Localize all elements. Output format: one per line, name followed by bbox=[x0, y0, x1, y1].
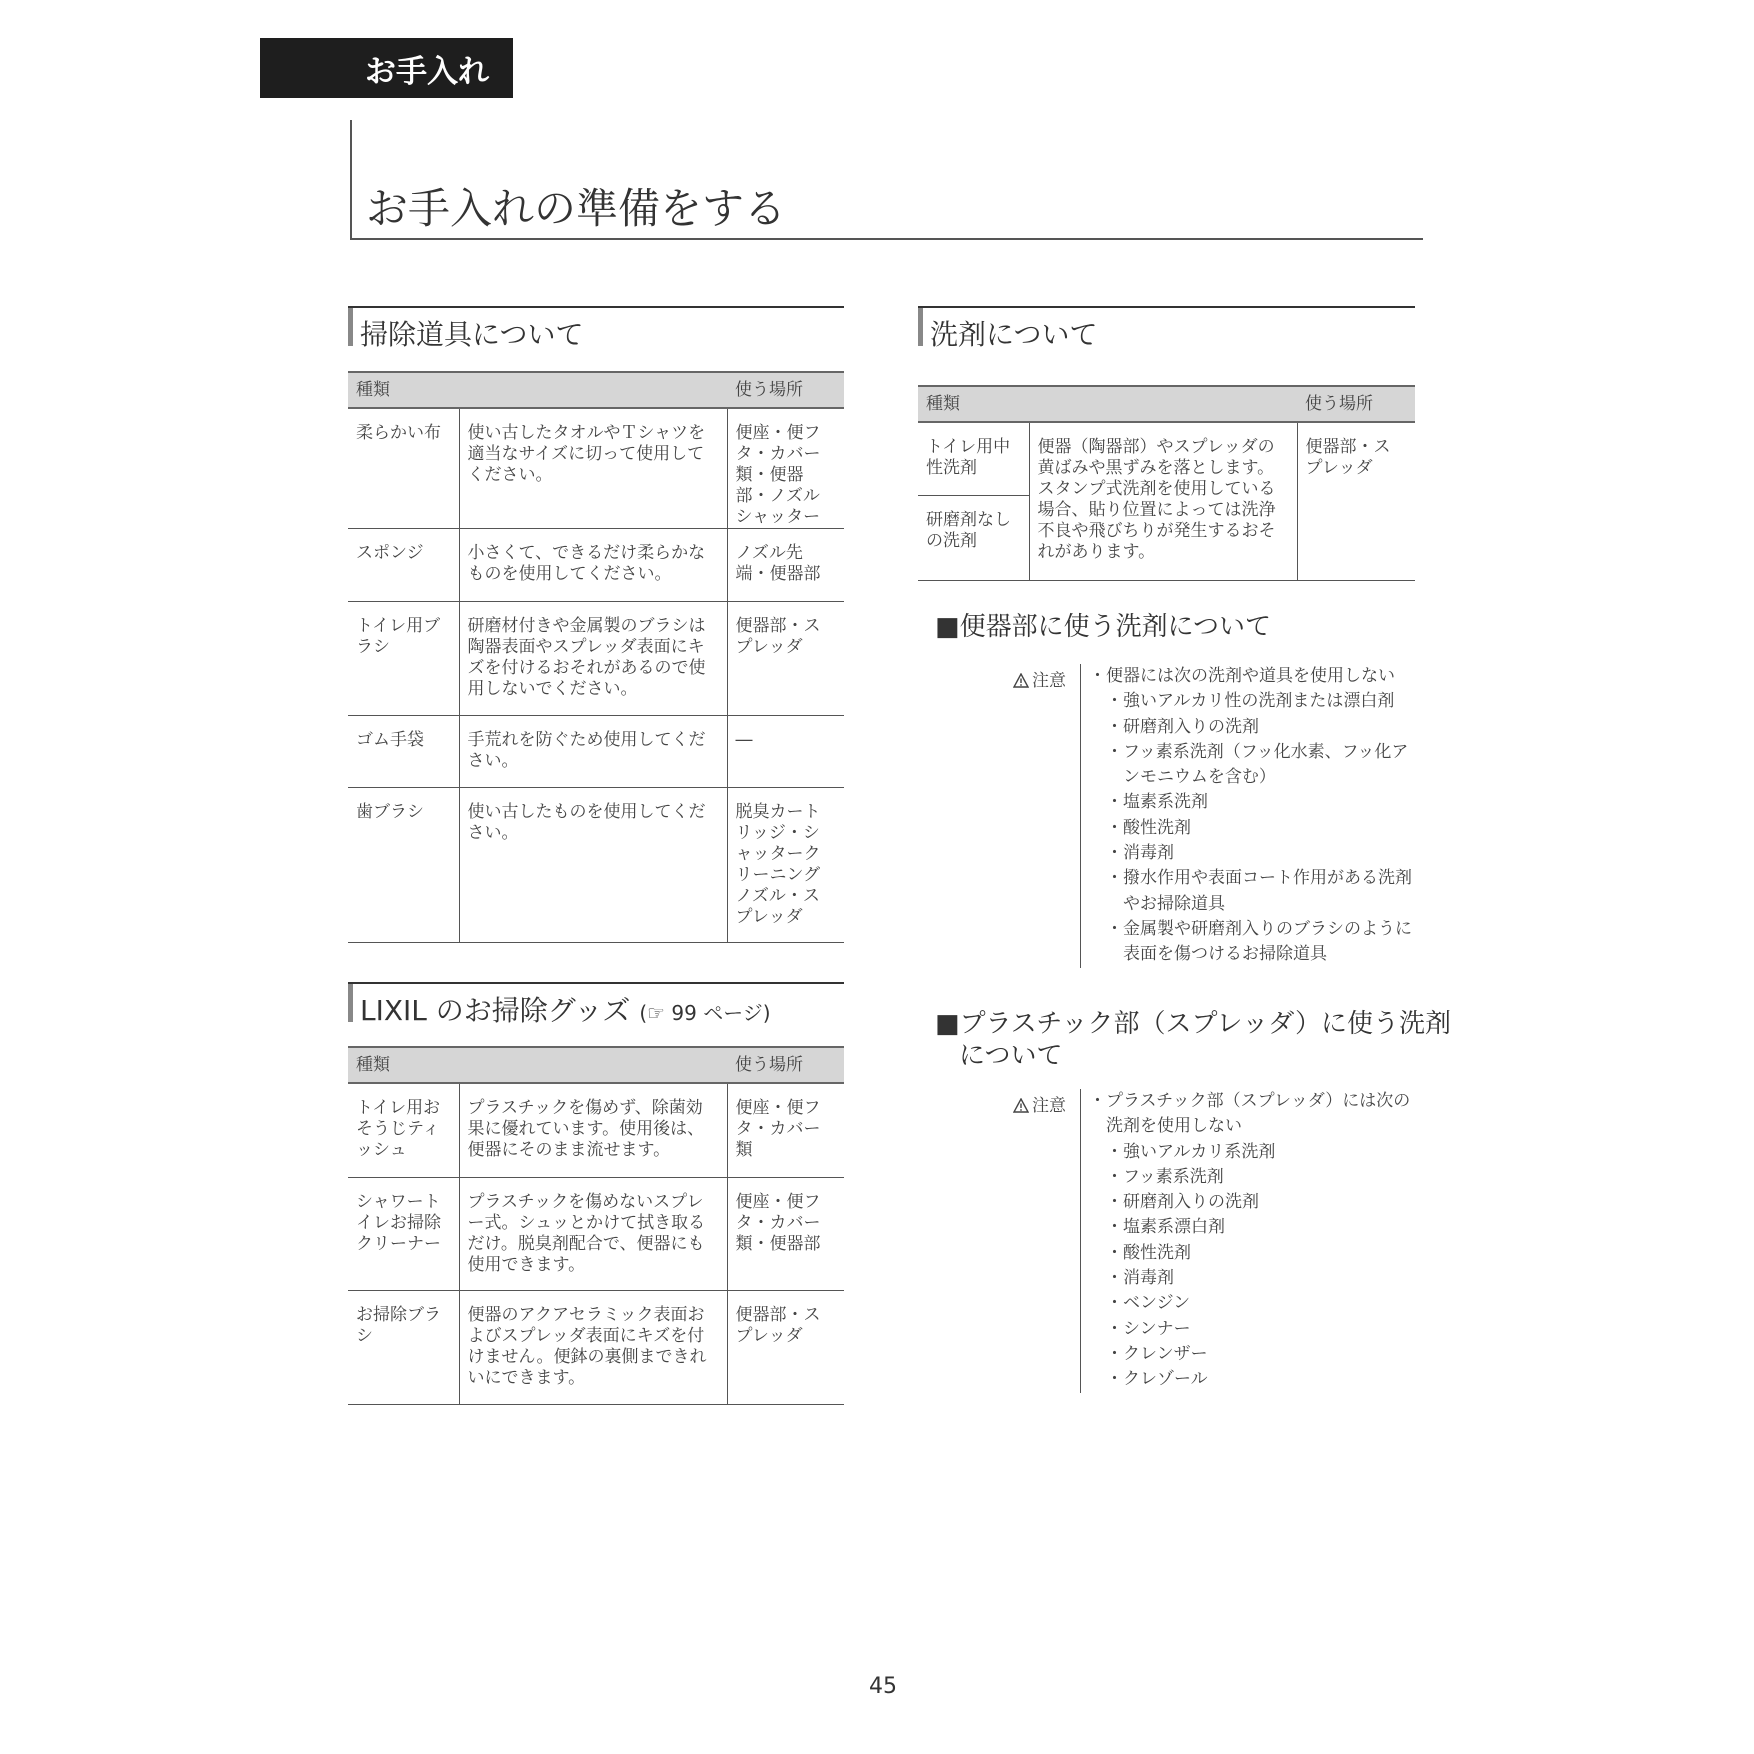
cell-type: シャワートイレお掃除クリーナー bbox=[348, 1177, 459, 1290]
cell-desc: 便器のアクアセラミック表面およびスプレッダ表面にキズを付けません。便鉢の裏側まできれいにできます。 bbox=[459, 1290, 727, 1404]
goods-heading: LIXIL のお掃除グッズ bbox=[360, 994, 631, 1027]
cell-place: ノズル先端・便器部 bbox=[727, 529, 844, 602]
heading-bar bbox=[348, 984, 353, 1022]
list-item: ・塩素系洗剤 bbox=[1106, 792, 1208, 813]
table-row bbox=[348, 1083, 844, 1177]
cell-type: 歯ブラシ bbox=[348, 788, 459, 943]
cell-place: 便座・便フタ・カバー類・便器部・ノズルシャッター bbox=[727, 408, 844, 529]
cell-type: お掃除ブラシ bbox=[348, 1290, 459, 1404]
cell-type: トイレ用ブラシ bbox=[348, 602, 459, 716]
caution-lead: ・便器には次の洗剤や道具を使用しない bbox=[1089, 666, 1395, 686]
toilet-detergent-heading bbox=[935, 611, 1271, 643]
caution-label-text: 注意 bbox=[1032, 1096, 1066, 1116]
cell-place: 便器部・スプレッダ bbox=[727, 1290, 844, 1404]
toilet-caution-block bbox=[1013, 666, 1413, 966]
plastic-heading-line2: について bbox=[959, 1041, 1063, 1071]
table-row bbox=[348, 408, 844, 529]
list-item: ・クレゾール bbox=[1106, 1369, 1208, 1390]
table-row bbox=[348, 1177, 844, 1290]
table-row bbox=[348, 602, 844, 716]
goods-page-reference: (☞ 99 ページ) bbox=[639, 1001, 771, 1025]
cell-type: トイレ用おそうじティッシュ bbox=[348, 1083, 459, 1177]
cell-desc: 研磨材付きや金属製のブラシは陶器表面やスプレッダ表面にキズを付けるおそれがあるので使用しないでください。 bbox=[459, 602, 727, 716]
table-row bbox=[348, 716, 844, 788]
header-type: 種類 bbox=[918, 386, 1297, 422]
caution-label bbox=[1013, 1091, 1066, 1116]
chapter-tab: お手入れ bbox=[260, 38, 513, 98]
page-title: お手入れの準備をする bbox=[366, 184, 787, 233]
section-heading-detergent bbox=[918, 306, 1415, 351]
list-item: ・強いアルカリ性の洗剤または漂白剤 bbox=[1106, 691, 1395, 712]
cell-desc: 小さくて、できるだけ柔らかなものを使用してください。 bbox=[459, 529, 727, 602]
table-row bbox=[348, 1290, 844, 1404]
list-item: ・フッ素系洗剤 bbox=[1106, 1166, 1224, 1187]
list-item: ・フッ素系洗剤（フッ化水素、フッ化アンモニウムを含む） bbox=[1106, 741, 1409, 788]
caution-list bbox=[1080, 1089, 1414, 1393]
table-header-row bbox=[918, 386, 1415, 422]
cell-type: ゴム手袋 bbox=[348, 716, 459, 788]
header-place: 使う場所 bbox=[727, 1047, 844, 1083]
caution-lead: ・プラスチック部（スプレッダ）には次の洗剤を使用しない bbox=[1089, 1091, 1411, 1137]
cell-type: スポンジ bbox=[348, 529, 459, 602]
cell-place: 脱臭カートリッジ・シャッタークリーニングノズル・スプレッダ bbox=[727, 788, 844, 943]
plastic-caution-block bbox=[1013, 1091, 1413, 1391]
list-item: ・ベンジン bbox=[1106, 1293, 1191, 1314]
list-item: ・酸性洗剤 bbox=[1106, 1242, 1191, 1263]
plastic-heading-line1: プラスチック部（スプレッダ）に使う洗剤 bbox=[959, 1009, 1451, 1039]
section-heading-tools bbox=[348, 306, 844, 351]
list-item: ・消毒剤 bbox=[1106, 1268, 1174, 1289]
detergent-table bbox=[918, 385, 1415, 581]
caution-list bbox=[1080, 664, 1414, 968]
list-item: ・塩素系漂白剤 bbox=[1106, 1217, 1225, 1238]
square-bullet-icon: ■ bbox=[935, 612, 960, 642]
warning-icon bbox=[1013, 1098, 1029, 1113]
list-item: ・消毒剤 bbox=[1106, 843, 1174, 864]
detergent-heading: 洗剤について bbox=[930, 318, 1098, 351]
warning-icon bbox=[1013, 673, 1029, 688]
header-place: 使う場所 bbox=[727, 372, 844, 408]
cell-type: トイレ用中性洗剤 bbox=[918, 422, 1029, 495]
cell-place: 便器部・スプレッダ bbox=[1297, 422, 1415, 580]
list-item: ・強いアルカリ系洗剤 bbox=[1106, 1141, 1276, 1162]
list-item: ・酸性洗剤 bbox=[1106, 817, 1191, 838]
page-title-frame bbox=[350, 120, 1423, 240]
cell-desc: プラスチックを傷めないスプレー式。シュッとかけて拭き取るだけ。脱臭剤配合で、便器にも使用できます。 bbox=[459, 1177, 727, 1290]
heading-bar bbox=[918, 308, 923, 346]
cell-desc: 便器（陶器部）やスプレッダの黄ばみや黒ずみを落とします。スタンプ式洗剤を使用している場合、貼り位置によっては洗浄不良や飛びちりが発生するおそれがあります。 bbox=[1029, 422, 1297, 580]
list-item: ・クレンザー bbox=[1106, 1343, 1208, 1364]
cell-desc: 使い古したタオルやＴシャツを適当なサイズに切って使用してください。 bbox=[459, 408, 727, 529]
table-header-row bbox=[348, 372, 844, 408]
list-item: ・研磨剤入りの洗剤 bbox=[1106, 716, 1259, 737]
table-row bbox=[918, 422, 1415, 495]
goods-table bbox=[348, 1046, 844, 1405]
header-type: 種類 bbox=[348, 1047, 727, 1083]
cell-desc: プラスチックを傷めず、除菌効果に優れています。使用後は、便器にそのまま流せます。 bbox=[459, 1083, 727, 1177]
cell-type: 柔らかい布 bbox=[348, 408, 459, 529]
list-item: ・シンナー bbox=[1106, 1318, 1191, 1339]
plastic-detergent-heading bbox=[935, 1008, 1451, 1072]
cell-type: 研磨剤なしの洗剤 bbox=[918, 495, 1029, 580]
table-row bbox=[348, 529, 844, 602]
cell-place: 便座・便フタ・カバー類・便器部 bbox=[727, 1177, 844, 1290]
heading-bar bbox=[348, 308, 353, 346]
list-item: ・撥水作用や表面コート作用がある洗剤やお掃除道具 bbox=[1106, 868, 1412, 914]
tools-heading: 掃除道具について bbox=[360, 318, 584, 351]
tools-table bbox=[348, 371, 844, 943]
cell-desc: 使い古したものを使用してください。 bbox=[459, 788, 727, 943]
caution-label bbox=[1013, 666, 1066, 691]
goods-heading-line bbox=[360, 989, 771, 1029]
table-header-row bbox=[348, 1047, 844, 1083]
square-bullet-icon: ■ bbox=[935, 1009, 960, 1039]
list-item: ・金属製や研磨剤入りのブラシのように表面を傷つけるお掃除道具 bbox=[1106, 918, 1412, 965]
toilet-heading-text: 便器部に使う洗剤について bbox=[959, 612, 1272, 642]
header-type: 種類 bbox=[348, 372, 727, 408]
caution-label-text: 注意 bbox=[1032, 671, 1066, 691]
cell-place: 便器部・スプレッダ bbox=[727, 602, 844, 716]
header-place: 使う場所 bbox=[1297, 386, 1415, 422]
list-item: ・研磨剤入りの洗剤 bbox=[1106, 1192, 1259, 1213]
cell-place: 便座・便フタ・カバー類 bbox=[727, 1083, 844, 1177]
page-number: 45 bbox=[869, 1674, 897, 1699]
section-heading-goods bbox=[348, 982, 844, 1027]
cell-place: ― bbox=[727, 716, 844, 788]
table-row bbox=[348, 788, 844, 943]
cell-desc: 手荒れを防ぐため使用してください。 bbox=[459, 716, 727, 788]
